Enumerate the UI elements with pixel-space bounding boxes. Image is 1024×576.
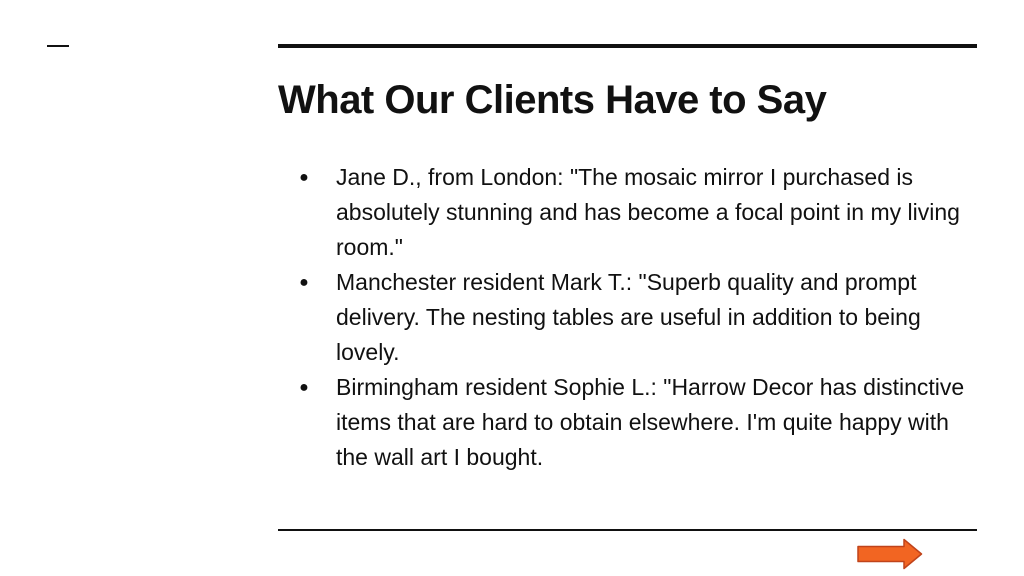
testimonial-item [297, 265, 977, 370]
testimonial-text: Birmingham resident Sophie L.: "Harrow Decor has distinctive items that are hard to obtain elsewhere. I'm quite happy with the wall art I bought. [336, 374, 965, 470]
testimonial-text: Manchester resident Mark T.: "Superb quality and prompt delivery. The nesting tables are useful in addition to being lovely. [336, 269, 921, 365]
next-slide-button[interactable] [857, 538, 923, 570]
testimonial-list [297, 160, 977, 475]
testimonial-text: Jane D., from London: "The mosaic mirror I purchased is absolutely stunning and has become a focal point in my living room." [336, 164, 960, 260]
bullet-icon: ● [299, 169, 309, 186]
bottom-divider [278, 529, 977, 531]
slide-title: What Our Clients Have to Say [278, 78, 827, 122]
right-arrow-icon [857, 538, 923, 570]
top-divider [278, 44, 977, 48]
testimonial-item [297, 370, 977, 475]
bullet-icon: ● [299, 379, 309, 396]
bullet-icon: ● [299, 274, 309, 291]
testimonial-item [297, 160, 977, 265]
corner-dash-decoration [47, 45, 69, 47]
